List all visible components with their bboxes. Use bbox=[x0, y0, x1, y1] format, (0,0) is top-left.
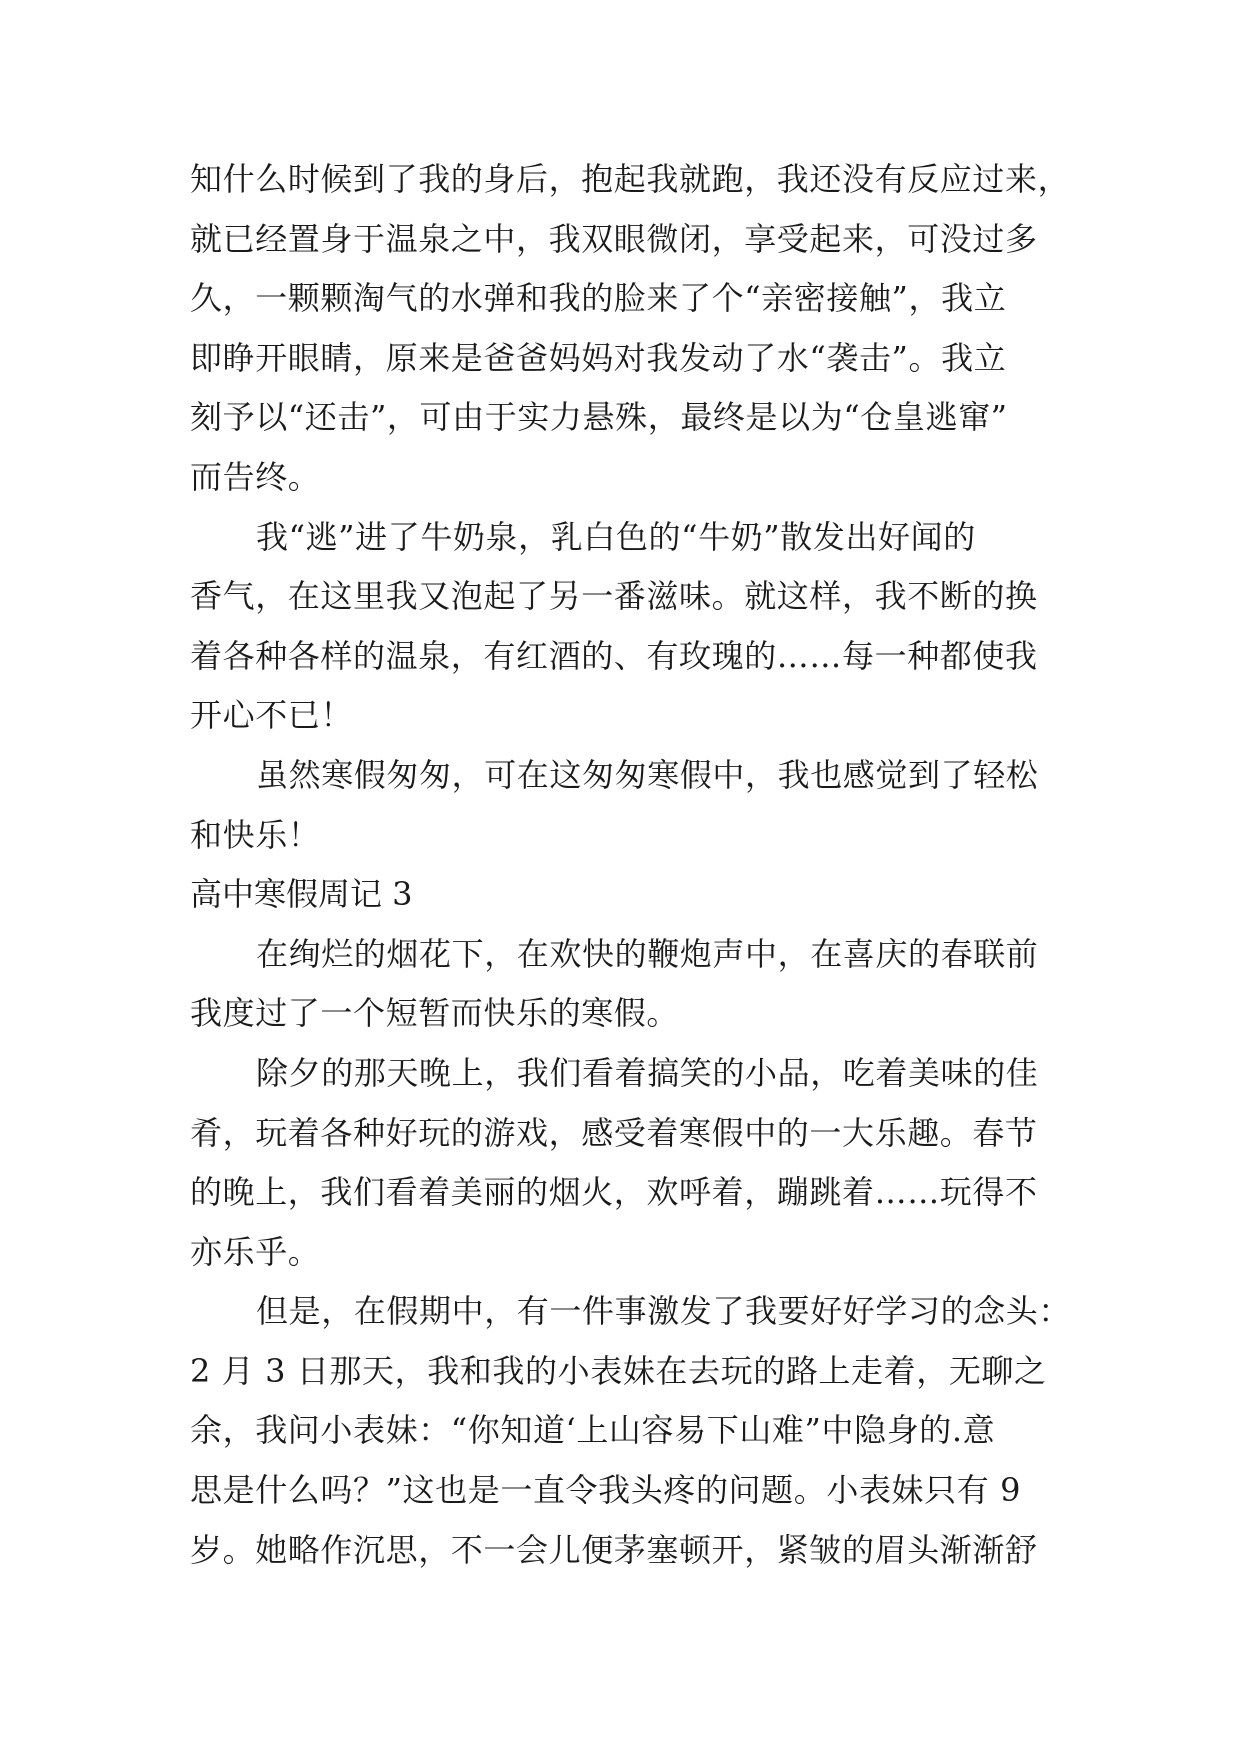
text-line: 而告终。 bbox=[190, 457, 321, 496]
paragraph-start-line: 虽然寒假匆匆，可在这匆匆寒假中，我也感觉到了轻松 bbox=[256, 755, 1039, 794]
text-line: 岁。她略作沉思，不一会儿便茅塞顿开，紧皱的眉头渐渐舒 bbox=[190, 1530, 1038, 1569]
text-line: 久，一颗颗淘气的水弹和我的脸来了个“亲密接触”，我立 bbox=[190, 279, 1007, 318]
body-text bbox=[190, 150, 1072, 1580]
text-line: 香气，在这里我又泡起了另一番滋味。就这样，我不断的换 bbox=[190, 577, 1038, 616]
text-line: 着各种各样的温泉，有红酒的、有玫瑰的……每一种都使我 bbox=[190, 636, 1038, 675]
text-line: 2 月 3 日那天，我和我的小表妹在去玩的路上走着，无聊之 bbox=[190, 1351, 1047, 1390]
text-line: 亦乐乎。 bbox=[190, 1232, 321, 1271]
text-line: 肴，玩着各种好玩的游戏，感受着寒假中的一大乐趣。春节 bbox=[190, 1113, 1038, 1152]
text-line: 开心不已！ bbox=[190, 696, 354, 735]
paragraph-start-line: 在绚烂的烟花下，在欢快的鞭炮声中，在喜庆的春联前 bbox=[256, 934, 1039, 973]
text-line: 刻予以“还击”，可由于实力悬殊，最终是以为“仓皇逃窜” bbox=[190, 398, 1008, 437]
paragraph-start-line: 但是，在假期中，有一件事激发了我要好好学习的念头： bbox=[256, 1292, 1072, 1331]
text-line: 就已经置身于温泉之中，我双眼微闭，享受起来，可没过多 bbox=[190, 219, 1038, 258]
text-line: 思是什么吗？”这也是一直令我头疼的问题。小表妹只有 9 bbox=[190, 1471, 1022, 1510]
text-line: 的晚上，我们看着美丽的烟火，欢呼着，蹦跳着……玩得不 bbox=[190, 1173, 1038, 1212]
section-heading: 高中寒假周记 3 bbox=[190, 875, 413, 914]
text-line: 即睁开眼睛，原来是爸爸妈妈对我发动了水“袭击”。我立 bbox=[190, 338, 1007, 377]
paragraph-start-line: 我“逃”进了牛奶泉，乳白色的“牛奶”散发出好闻的 bbox=[256, 517, 976, 556]
text-line: 余，我问小表妹：“你知道‘上山容易下山难”中隐身的.意 bbox=[190, 1411, 996, 1450]
text-line: 我度过了一个短暂而快乐的寒假。 bbox=[190, 994, 680, 1033]
paragraph-start-line: 除夕的那天晚上，我们看着搞笑的小品，吃着美味的佳 bbox=[256, 1053, 1039, 1092]
text-line: 和快乐！ bbox=[190, 815, 321, 854]
text-line: 知什么时候到了我的身后，抱起我就跑，我还没有反应过来， bbox=[190, 160, 1071, 198]
